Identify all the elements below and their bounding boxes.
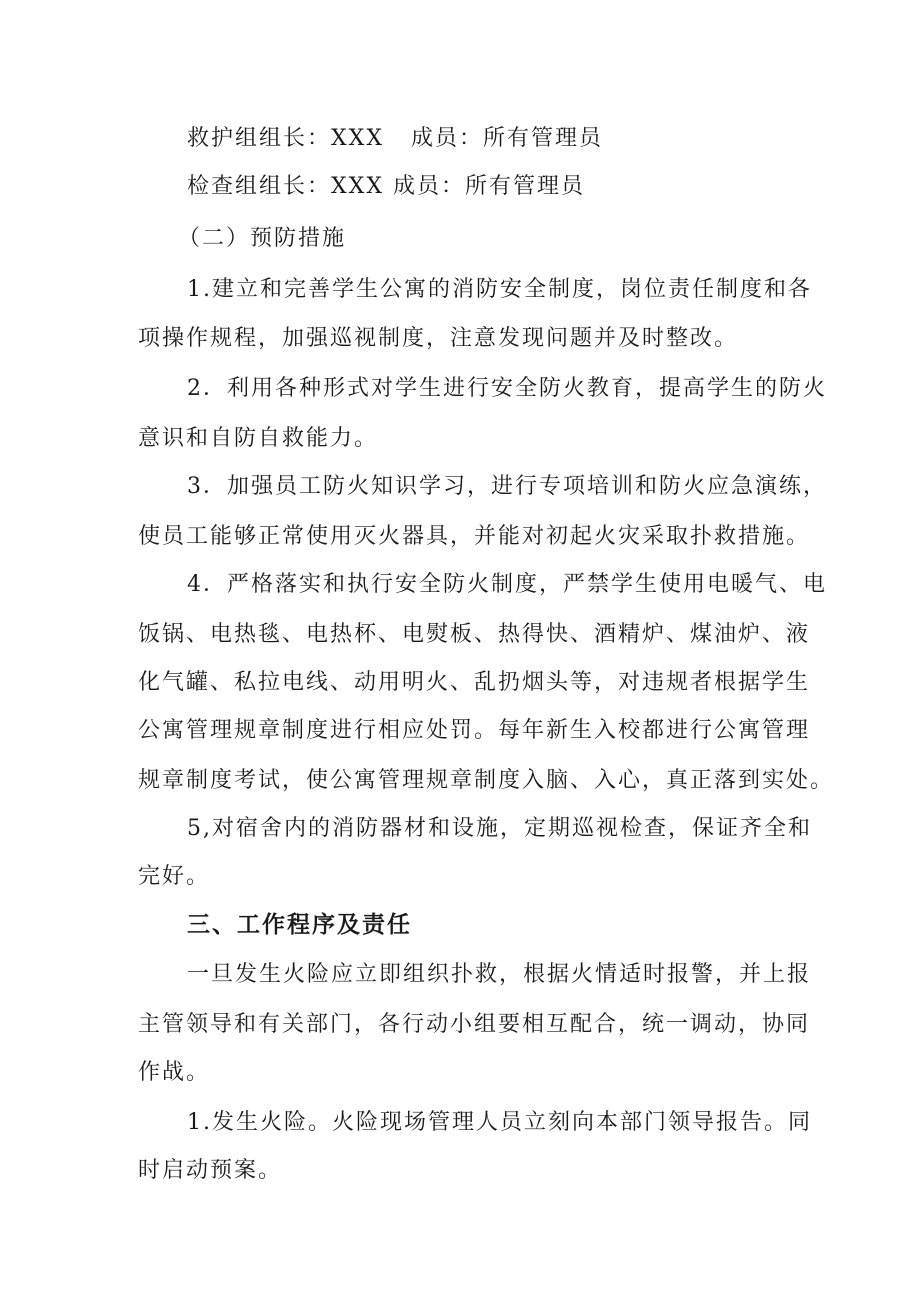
check-group-line: 检查组组长：XXX 成员：所有管理员 [187, 174, 585, 199]
item1-line1: 1.建立和完善学生公寓的消防安全制度，岗位责任制度和各 [187, 277, 812, 302]
item2-line1: 2．利用各种形式对学生进行安全防火教育，提高学生的防火 [187, 376, 827, 401]
item3-line1: 3．加强员工防火知识学习，进行专项培训和防火应急演练， [187, 474, 827, 499]
section3-intro-line1: 一旦发生火险应立即组织扑救，根据火情适时报警，并上报 [187, 962, 812, 987]
item4-line4: 公寓管理规章制度进行相应处罚。每年新生入校都进行公寓管理 [138, 718, 811, 743]
section3-heading: 三、工作程序及责任 [187, 912, 412, 938]
item4-line3: 化气罐、私拉电线、动用明火、乱扔烟头等，对违规者根据学生 [138, 670, 811, 695]
prevention-heading: （二）预防措施 [178, 226, 347, 251]
item4-line2: 饭锅、电热毯、电热杯、电熨板、热得快、酒精炉、煤油炉、液 [138, 622, 811, 647]
rescue-group-members: 成员：所有管理员 [411, 126, 604, 151]
procedure1-line2: 时启动预案。 [138, 1158, 283, 1183]
item1-line2: 项操作规程，加强巡视制度，注意发现问题并及时整改。 [138, 326, 739, 351]
item5-line1: 5,对宿舍内的消防器材和设施，定期巡视检查，保证齐全和 [187, 816, 812, 841]
item4-line5: 规章制度考试，使公寓管理规章制度入脑、入心，真正落到实处。 [138, 768, 835, 793]
section3-intro-line3: 作战。 [138, 1060, 211, 1085]
item4-line1: 4．严格落实和执行安全防火制度，严禁学生使用电暖气、电 [187, 572, 827, 597]
item5-line2: 完好。 [138, 864, 211, 889]
rescue-group-leader: 救护组组长：XXX [187, 126, 384, 151]
section3-intro-line2: 主管领导和有关部门，各行动小组要相互配合，统一调动，协同 [138, 1012, 811, 1037]
item3-line2: 使员工能够正常使用灭火器具，并能对初起火灾采取扑救措施。 [138, 524, 811, 549]
procedure1-line1: 1.发生火险。火险现场管理人员立刻向本部门领导报告。同 [187, 1110, 812, 1135]
item2-line2: 意识和自防自救能力。 [138, 426, 379, 451]
